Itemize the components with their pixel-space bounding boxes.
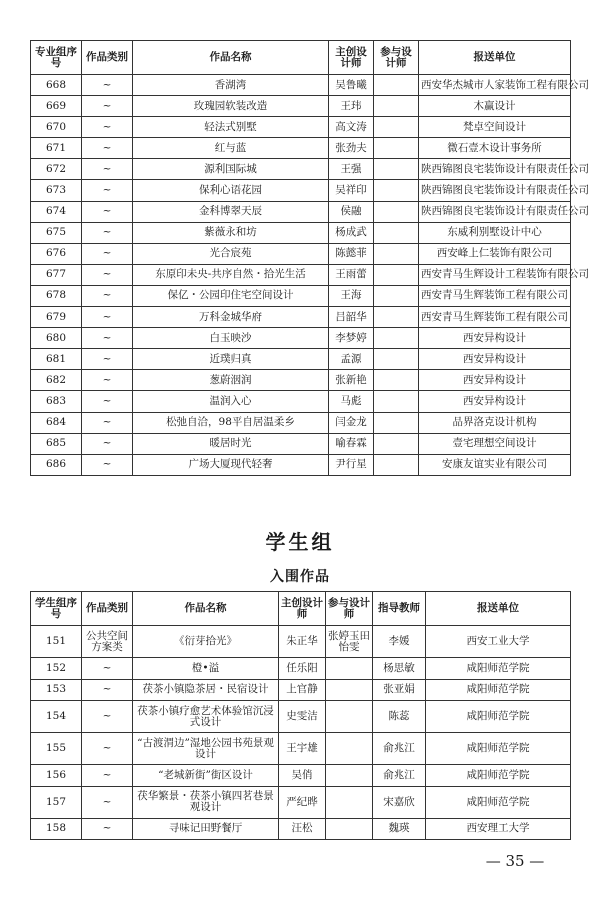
table-cell: 喻春霖 [329,433,374,454]
table-row [31,243,571,264]
table-cell: 西安华杰城市人家装饰工程有限公司 [419,75,571,96]
table-cell [374,264,419,285]
table-cell: 陈蕊 [373,701,426,733]
header-work-name: 作品名称 [133,592,279,626]
header-submitting-unit: 报送单位 [419,41,571,75]
table-row [31,370,571,391]
table-cell: ~ [82,243,133,264]
table-cell: 王雨蕾 [329,264,374,285]
header-lead-designer: 主创设计师 [329,41,374,75]
table-cell: 李梦婷 [329,328,374,349]
table-cell: ~ [82,264,133,285]
table-cell: 674 [31,201,82,222]
table-cell: 吕韶华 [329,307,374,328]
table-cell [374,75,419,96]
table-cell: 王宇雄 [279,733,326,765]
table-row [31,264,571,285]
entries-table-professional [30,40,589,476]
table-cell: 669 [31,96,82,117]
table-row [31,765,571,787]
table-cell: 孟源 [329,349,374,370]
table-cell: 朱正华 [279,626,326,658]
table-cell: 西安异构设计 [419,349,571,370]
table-row [31,679,571,701]
table-cell: 西安理工大学 [426,818,571,840]
table-cell: 西安异构设计 [419,391,571,412]
table-cell: 茯华繁景・茯茶小镇四茗巷景观设计 [133,786,279,818]
table-cell: ~ [82,159,133,180]
table-cell: 682 [31,370,82,391]
table-cell: 155 [31,733,82,765]
table-cell [374,243,419,264]
table-cell: ~ [82,433,133,454]
table-row [31,433,571,454]
table-row [31,117,571,138]
table-cell: 张亚娟 [373,679,426,701]
header-co-designer: 参与设计师 [326,592,373,626]
table-cell: 尹行星 [329,454,374,475]
table-cell: 685 [31,433,82,454]
table-cell: 西安峰上仁装饰有限公司 [419,243,571,264]
table-cell: 陈懿菲 [329,243,374,264]
table-cell: 673 [31,180,82,201]
header-serial: 学生组序号 [31,592,82,626]
table-cell: ~ [82,679,133,701]
table-cell: 王海 [329,285,374,306]
table-cell: 张婷玉田怡雯 [326,626,373,658]
table-cell: 686 [31,454,82,475]
header-co-designer: 参与设计师 [374,41,419,75]
table-cell: ~ [82,412,133,433]
table-cell: 源利国际城 [133,159,329,180]
table-cell: 681 [31,349,82,370]
table-cell [326,701,373,733]
table-cell: 保亿・公园印住宅空间设计 [133,285,329,306]
table-row [31,701,571,733]
table-cell: ~ [82,96,133,117]
table-cell: 万科金城华府 [133,307,329,328]
table-cell: ~ [82,117,133,138]
table-cell: 红与蓝 [133,138,329,159]
table-cell [374,433,419,454]
section-subtitle: 入围作品 [270,569,330,585]
table-cell: ~ [82,138,133,159]
table-cell: ~ [82,285,133,306]
table-row [31,626,571,658]
table-cell: 679 [31,307,82,328]
table-cell [374,391,419,412]
table-cell: 西安青马生辉装饰工程有限公司 [419,307,571,328]
table-cell [374,370,419,391]
table-cell: 玫瑰园软装改造 [133,96,329,117]
table-cell: “老城新街”街区设计 [133,765,279,787]
table-cell: 张新艳 [329,370,374,391]
table-row [31,285,571,306]
table-cell: 陕西锦图良宅装饰设计有限责任公司 [419,159,571,180]
table-cell: 张劲夫 [329,138,374,159]
table-cell: 东威利别墅设计中心 [419,222,571,243]
table-cell: 咸阳师范学院 [426,701,571,733]
table-cell: 672 [31,159,82,180]
table-cell: 陕西锦图良宅装饰设计有限责任公司 [419,201,571,222]
table-cell: 木赢设计 [419,96,571,117]
table-cell: 152 [31,658,82,680]
table-cell: 金科博翠天辰 [133,201,329,222]
table-cell: 橙•溢 [133,658,279,680]
table-cell: 670 [31,117,82,138]
table-cell [326,658,373,680]
table-cell: ~ [82,222,133,243]
table-cell: 暖居时光 [133,433,329,454]
table-row [31,412,571,433]
entries-table-student [30,591,571,840]
header-advisor: 指导教师 [373,592,426,626]
table-cell: ~ [82,75,133,96]
header-category: 作品类别 [82,592,133,626]
table-row [31,733,571,765]
table-cell [326,733,373,765]
table-cell [374,349,419,370]
page-number: — 35 — [485,852,545,870]
table-cell: 咸阳师范学院 [426,733,571,765]
table-row [31,328,571,349]
table-cell: 吴俏 [279,765,326,787]
header-work-name: 作品名称 [133,41,329,75]
table-cell: 671 [31,138,82,159]
table-cell: 678 [31,285,82,306]
table-cell: 《衍芽拾光》 [133,626,279,658]
table-cell: 156 [31,765,82,787]
table-cell: 677 [31,264,82,285]
table-cell: 西安异构设计 [419,370,571,391]
header-submitting-unit: 报送单位 [426,592,571,626]
table-cell: 任乐阳 [279,658,326,680]
table-cell: 俞兆江 [373,765,426,787]
table-row [31,658,571,680]
table-body [31,75,589,476]
table-cell: 吴鲁曦 [329,75,374,96]
table-cell: 魏瑛 [373,818,426,840]
table-cell: 近璞归真 [133,349,329,370]
table-cell: 158 [31,818,82,840]
table-cell [374,307,419,328]
table-cell [374,138,419,159]
table-cell: 咸阳师范学院 [426,679,571,701]
table-cell [374,180,419,201]
table-cell: 汪松 [279,818,326,840]
table-cell: 葱蔚洇润 [133,370,329,391]
table-header-row [31,592,571,626]
table-row [31,391,571,412]
table-cell: 陕西锦图良宅装饰设计有限责任公司 [419,180,571,201]
table-cell: 微石壹木设计事务所 [419,138,571,159]
table-cell: ~ [82,349,133,370]
table-row [31,159,571,180]
table-cell: 东原印未央-共序自然・拾光生活 [133,264,329,285]
table-cell: 683 [31,391,82,412]
table-cell [326,818,373,840]
table-cell [374,201,419,222]
table-row [31,180,571,201]
table-row [31,96,571,117]
table-cell: ~ [82,454,133,475]
table-cell: 680 [31,328,82,349]
table-row [31,307,571,328]
table-cell: 壹宅理想空间设计 [419,433,571,454]
table-cell: 咸阳师范学院 [426,658,571,680]
header-lead-designer: 主创设计师 [279,592,326,626]
table-cell [326,679,373,701]
table-cell: ~ [82,658,133,680]
table-cell: 675 [31,222,82,243]
table-cell [374,412,419,433]
table-cell [374,159,419,180]
table-cell [374,454,419,475]
table-cell: 侯融 [329,201,374,222]
table-row [31,818,571,840]
table-cell: 松弛自洽，98平自居温柔乡 [133,412,329,433]
table-cell: 咸阳师范学院 [426,786,571,818]
table-cell: 杨成武 [329,222,374,243]
table-cell: 151 [31,626,82,658]
table-cell [374,285,419,306]
table-cell: 香湖湾 [133,75,329,96]
table-cell: ~ [82,180,133,201]
table-cell: ~ [82,328,133,349]
group-title: 学生组 [265,530,335,554]
header-serial: 专业组序号 [31,41,82,75]
table-cell: 西安青马生辉装饰工程有限公司 [419,285,571,306]
table-cell: ~ [82,370,133,391]
table-cell [374,222,419,243]
table-cell [374,96,419,117]
table-cell [374,328,419,349]
table-cell: 李媛 [373,626,426,658]
table-cell: 王玮 [329,96,374,117]
table-cell: “古渡渭边”湿地公园书苑景观设计 [133,733,279,765]
table-cell: 品界洛克设计机构 [419,412,571,433]
table-row [31,201,571,222]
table-cell: 俞兆江 [373,733,426,765]
table-cell: ~ [82,201,133,222]
table-cell: 马彪 [329,391,374,412]
table-cell: 吴祥印 [329,180,374,201]
table-cell: 轻法式别墅 [133,117,329,138]
table-cell: 紫薇永和坊 [133,222,329,243]
table-cell: ~ [82,786,133,818]
table-cell: 684 [31,412,82,433]
table-cell: 杨思敏 [373,658,426,680]
table-cell: 广场大厦现代轻奢 [133,454,329,475]
table-cell: 咸阳师范学院 [426,765,571,787]
table-cell: 153 [31,679,82,701]
table-cell: ~ [82,765,133,787]
table-cell: ~ [82,733,133,765]
table-cell: 公共空间方案类 [82,626,133,658]
header-category: 作品类别 [82,41,133,75]
table-cell: 严纪晔 [279,786,326,818]
table-row [31,786,571,818]
table-cell: 寻味记田野餐厅 [133,818,279,840]
table-cell: 西安异构设计 [419,328,571,349]
table-row [31,454,571,475]
table-cell: ~ [82,391,133,412]
table-cell [374,117,419,138]
table-cell: 西安青马生辉设计工程装饰有限公司 [419,264,571,285]
table-cell: 闫金龙 [329,412,374,433]
table-cell: 茯茶小镇疗愈艺术体验馆沉浸式设计 [133,701,279,733]
table-cell: 上官静 [279,679,326,701]
table-cell: 温润入心 [133,391,329,412]
table-cell: 157 [31,786,82,818]
table-cell: 王强 [329,159,374,180]
table-cell: 宋嘉欣 [373,786,426,818]
table-cell: 史雯洁 [279,701,326,733]
table-cell: ~ [82,307,133,328]
table-cell: 668 [31,75,82,96]
table-cell: 676 [31,243,82,264]
table-row [31,349,571,370]
table-cell: 光合宸苑 [133,243,329,264]
table-header-row [31,41,571,75]
table-cell: 安康友谊实业有限公司 [419,454,571,475]
table-cell: 白玉映沙 [133,328,329,349]
table-cell: ~ [82,701,133,733]
table-cell: 西安工业大学 [426,626,571,658]
table-cell: 154 [31,701,82,733]
table-cell: 保利心语花园 [133,180,329,201]
table-cell: 梵卓空间设计 [419,117,571,138]
table-cell: 茯茶小镇隐茶居・民宿设计 [133,679,279,701]
table-row [31,222,571,243]
table-cell [326,786,373,818]
table-row [31,138,571,159]
table-cell: 高文涛 [329,117,374,138]
table-cell: ~ [82,818,133,840]
table-row [31,75,571,96]
table-body [31,626,571,840]
table-cell [326,765,373,787]
